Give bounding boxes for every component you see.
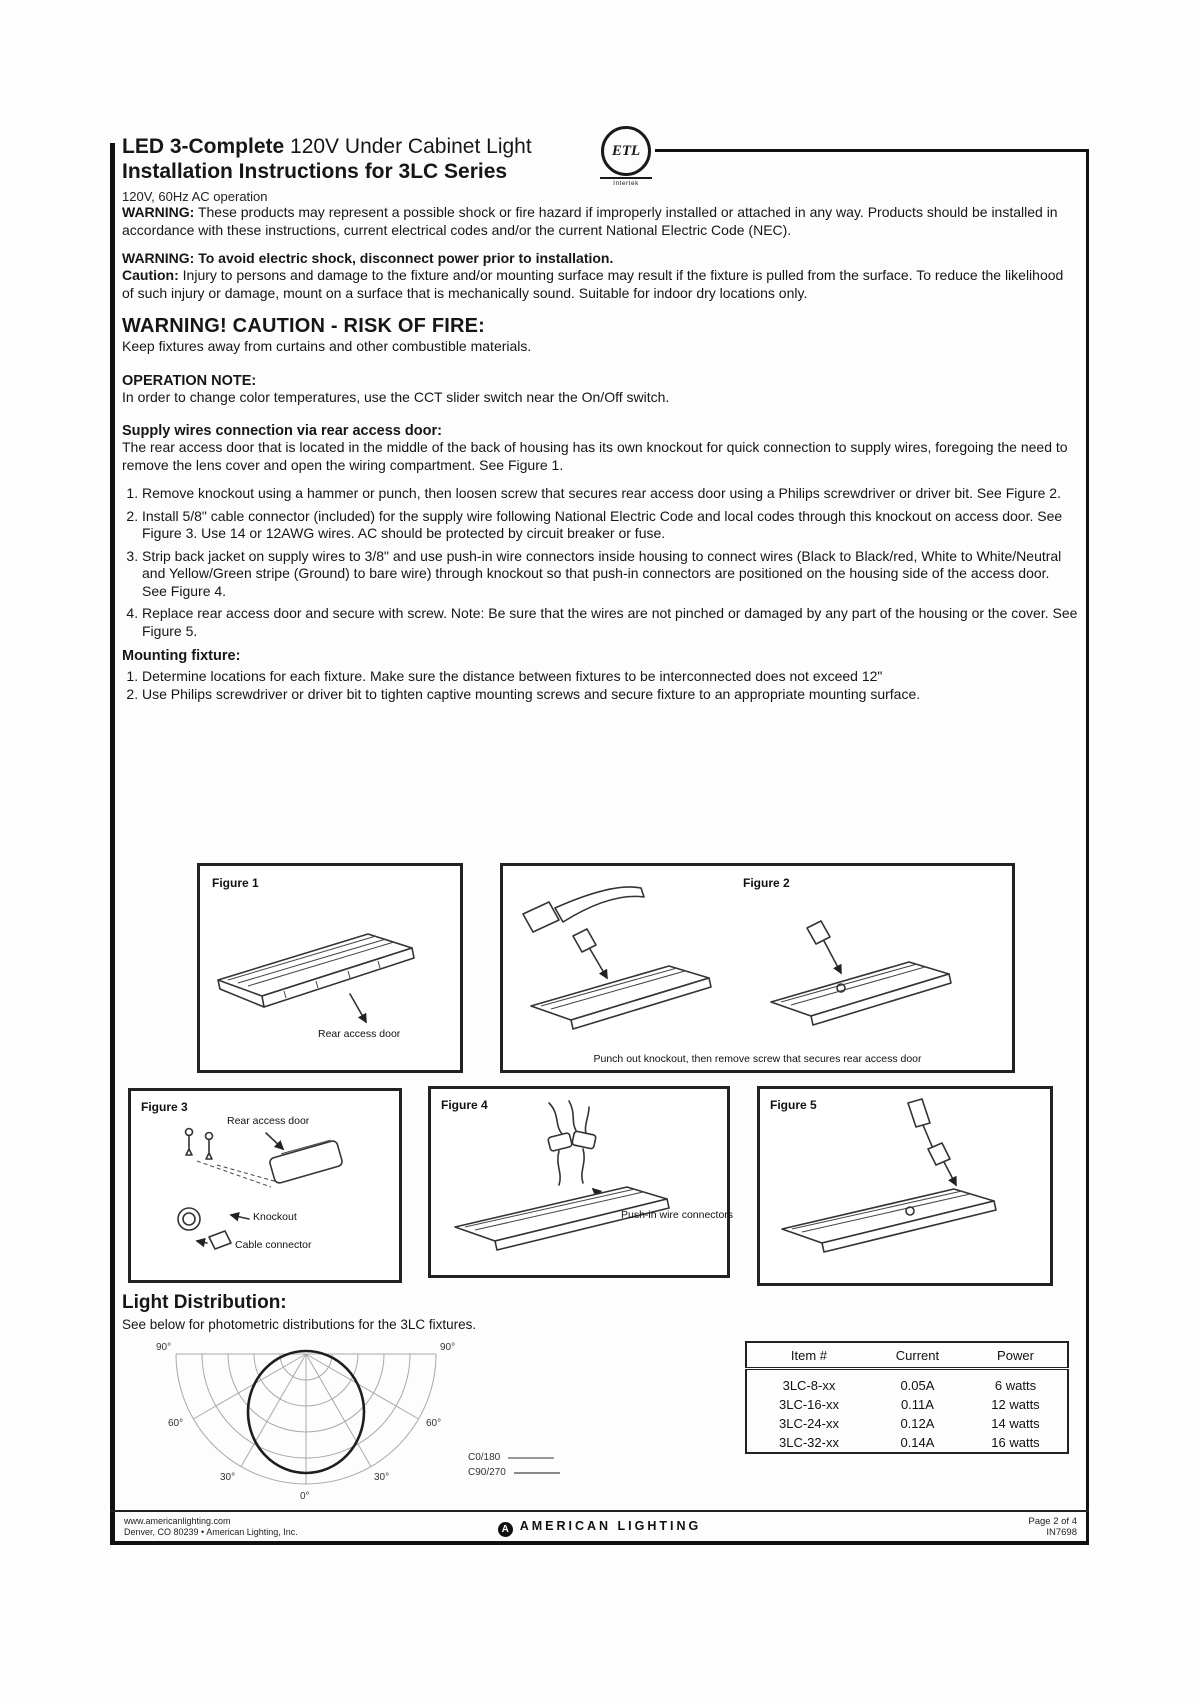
figure-2-label: Figure 2 [743,876,790,890]
figure-1-box [197,863,463,1073]
spec-table-row [746,1414,1068,1433]
footer-page-info [1028,1516,1077,1538]
footer-page-number: Page 2 of 4 [1028,1516,1077,1527]
title-descriptor: 120V Under Cabinet Light [284,135,532,158]
light-distribution-section [122,1292,822,1332]
legend-line-icon [514,1472,560,1474]
page-border-left [110,143,115,1545]
figure-3-annotation-knockout: Knockout [253,1211,297,1223]
spec-cell-current: 0.11A [900,1397,934,1412]
supply-steps-list [122,485,1078,640]
content-column [122,134,1078,703]
angle-label-90-right: 90° [440,1342,456,1353]
figure-2-caption: Punch out knockout, then remove screw that secures rear access door [593,1053,922,1065]
supply-step: 4. Replace rear access door and secure with screw. Note: Be sure that the wires are not pinched or damaged by any part of the housing or the cover. See Figure 5. [142,605,1078,640]
footer-brand [110,1519,1089,1537]
page-border-right [1086,149,1089,1545]
legend-entry [468,1450,560,1465]
footer-brand-name: AMERICAN LIGHTING [519,1519,702,1533]
angle-label-0: 0° [300,1491,310,1502]
spec-cell-item: 3LC-16-xx [778,1397,839,1412]
figure-4-box [428,1086,734,1278]
figure-2-box [500,863,1015,1073]
light-distribution-heading: Light Distribution: [122,1292,287,1313]
warning-paragraph [122,204,1078,239]
spec-table-row [746,1395,1068,1414]
light-distribution-text: See below for photometric distributions for the 3LC fixtures. [122,1317,477,1332]
spec-header-item: Item # [746,1342,871,1369]
footer-address: Denver, CO 80239 • American Lighting, Inc. [124,1527,298,1537]
spec-cell-power: 14 watts [991,1416,1040,1431]
etl-subtext: Intertek [600,177,652,187]
legend-line-icon [508,1457,554,1459]
caution-paragraph [122,267,1078,302]
page-title [122,134,1078,159]
subtitle-operation: 120V, 60Hz AC operation [122,189,268,204]
etl-circle-icon: ETL [601,126,651,176]
footer-doc-number: IN7698 [1046,1527,1077,1538]
mounting-step: 2. Use Philips screwdriver or driver bit to tighten captive mounting screws and secure fixture to an appropriate mounting surface. [142,686,1078,704]
warning-shock-line: WARNING: To avoid electric shock, disconnect power prior to installation. [122,250,614,266]
spec-cell-current: 0.05A [900,1378,935,1393]
figure-4-label: Figure 4 [441,1098,488,1112]
legend-entry [468,1465,560,1480]
spec-table-row [746,1433,1068,1453]
angle-label-60-left: 60° [168,1418,184,1429]
caution-text: Injury to persons and damage to the fixture and/or mounting surface may result if the fixture is pulled from the surface. To reduce the likelihood of such injury or damage, mount on a surface that is mechanically sound. Suitable for indoor dry locations only. [122,267,1064,301]
title-product: LED 3-Complete [122,135,285,158]
figure-4-annotation-connectors: Push-in wire connectors [621,1209,734,1221]
supply-wires-heading: Supply wires connection via rear access door: [122,423,442,439]
push-in-connector-drawing [431,1089,727,1272]
spec-table [745,1341,1069,1454]
figure-1-label: Figure 1 [212,876,259,890]
hammer-icon [523,902,559,932]
spec-header-power: Power [964,1342,1068,1369]
spec-cell-power: 6 watts [994,1378,1037,1393]
photometric-polar-chart [138,1334,474,1506]
footer [110,1512,1089,1542]
knockout-punch-drawing [503,878,1012,1043]
angle-label-60-right: 60° [426,1418,442,1429]
figure-3-label: Figure 3 [141,1100,188,1114]
page-title-line2: Installation Instructions for 3LC Series [122,160,508,183]
photometric-legend [468,1450,560,1480]
risk-of-fire-heading: WARNING! CAUTION - RISK OF FIRE: [122,315,486,337]
spec-table-header-row [746,1342,1068,1369]
caution-label: Caution: [122,267,179,283]
secure-door-drawing [760,1089,1050,1280]
spec-cell-item: 3LC-24-xx [778,1416,839,1431]
supply-step: 2. Install 5/8" cable connector (included) for the supply wire following National Electric Code and local codes through this knockout on access door. See Figure 3. Use 14 or 12AWG wires. AC should be protected by circuit breaker or fuse. [142,508,1078,543]
figure-3-annotation-door: Rear access door [227,1115,310,1127]
mounting-step: 1. Determine locations for each fixture. Make sure the distance between fixtures to be interconnected does not exceed 12" [142,668,1078,686]
operation-note-heading: OPERATION NOTE: [122,372,257,389]
supply-step: 3. Strip back jacket on supply wires to 3/8" and use push-in wire connectors inside housing to connect wires (Black to Black/red, White to White/Neutral and Yellow/Green stripe (Ground) to bare wire) through knockout so that push-in connectors are positioned on the housing side of the access door. See Figure 4. [142,548,1078,601]
figure-5-label: Figure 5 [770,1098,817,1112]
footer-website: www.americanlighting.com [124,1516,231,1526]
american-lighting-logo-icon: A [498,1522,513,1537]
risk-of-fire-text: Keep fixtures away from curtains and other combustible materials. [122,338,532,354]
angle-label-30-right: 30° [374,1472,390,1483]
spec-cell-power: 12 watts [991,1397,1040,1412]
spec-cell-item: 3LC-32-xx [778,1435,839,1450]
angle-label-30-left: 30° [220,1472,236,1483]
legend-label: C0/180 [468,1452,501,1463]
spec-cell-power: 16 watts [991,1435,1040,1450]
mounting-heading: Mounting fixture: [122,648,241,664]
figure-1-annotation-rear-access-door: Rear access door [318,1028,401,1040]
warning-text: These products may represent a possible shock or fire hazard if improperly installed or attached in any way. Products should be installed in accordance with these instructions, current electrical codes and/or the current National Electric Code (NEC). [122,204,1058,238]
figure-5-box [757,1086,1053,1286]
figure-3-box [128,1088,402,1283]
angle-label-90-left: 90° [156,1342,172,1353]
supply-wires-intro: The rear access door that is located in the middle of the back of housing has its own knockout for quick connection to supply wires, foregoing the need to remove the lens cover and open the wiring compartment. See Figure 1. [122,439,1068,473]
supply-step: 1. Remove knockout using a hammer or punch, then loosen screw that secures rear access door using a Philips screwdriver or driver bit. See Figure 2. [142,485,1078,503]
driver-bit-icon [807,921,830,944]
operation-note-text: In order to change color temperatures, use the CCT slider switch near the On/Off switch. [122,388,670,405]
spec-cell-current: 0.14A [900,1435,935,1450]
spec-table-row [746,1369,1068,1396]
spec-cell-current: 0.12A [900,1416,935,1431]
spec-cell-item: 3LC-8-xx [782,1378,836,1393]
spec-header-current: Current [871,1342,964,1369]
warning-label: WARNING: [122,204,195,220]
legend-label: C90/270 [468,1467,506,1478]
figure-3-annotation-cable: Cable connector [235,1239,312,1251]
mounting-steps-list [122,668,1078,703]
